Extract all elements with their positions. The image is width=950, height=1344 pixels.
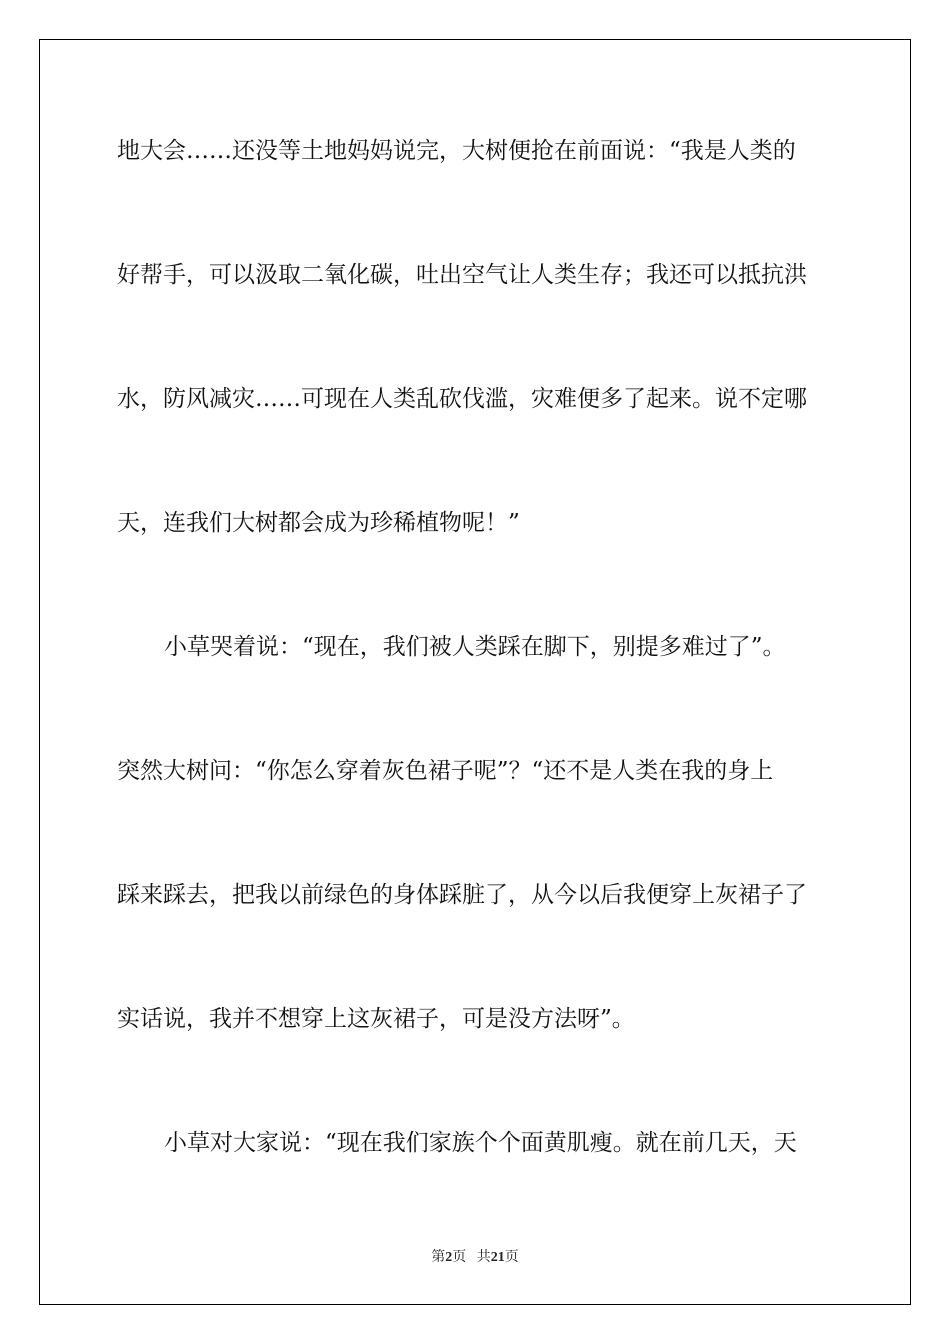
body-line: 天，连我们大树都会成为珍稀植物呢！”: [117, 510, 520, 536]
page-border: [39, 39, 911, 1305]
footer-total-prefix: 共: [476, 1250, 491, 1265]
footer-page-suffix: 页: [452, 1250, 467, 1265]
body-line: 踩来踩去，把我以前绿色的身体踩脏了，从今以后我便穿上灰裙子了: [117, 882, 807, 908]
body-line-indented: 小草哭着说：“现在，我们被人类踩在脚下，别提多难过了”。: [164, 634, 786, 660]
total-page-count: 21: [490, 1250, 505, 1265]
body-line: 实话说，我并不想穿上这灰裙子，可是没方法呀”。: [117, 1006, 635, 1032]
body-line-indented: 小草对大家说：“现在我们家族个个面黄肌瘦。就在前几天，天: [164, 1130, 797, 1156]
body-line: 地大会……还没等土地妈妈说完，大树便抢在前面说：“我是人类的: [117, 138, 796, 164]
footer-prefix: 第: [431, 1250, 446, 1265]
body-line: 突然大树问：“你怎么穿着灰色裙子呢”？“还不是人类在我的身上: [117, 758, 774, 784]
footer-total-suffix: 页: [504, 1250, 519, 1265]
body-line: 好帮手，可以汲取二氧化碳，吐出空气让人类生存；我还可以抵抗洪: [117, 262, 807, 288]
current-page-number: 2: [445, 1250, 453, 1265]
body-line: 水，防风减灾……可现在人类乱砍伐滥，灾难便多了起来。说不定哪: [117, 386, 807, 412]
page-footer: [0, 1246, 950, 1266]
